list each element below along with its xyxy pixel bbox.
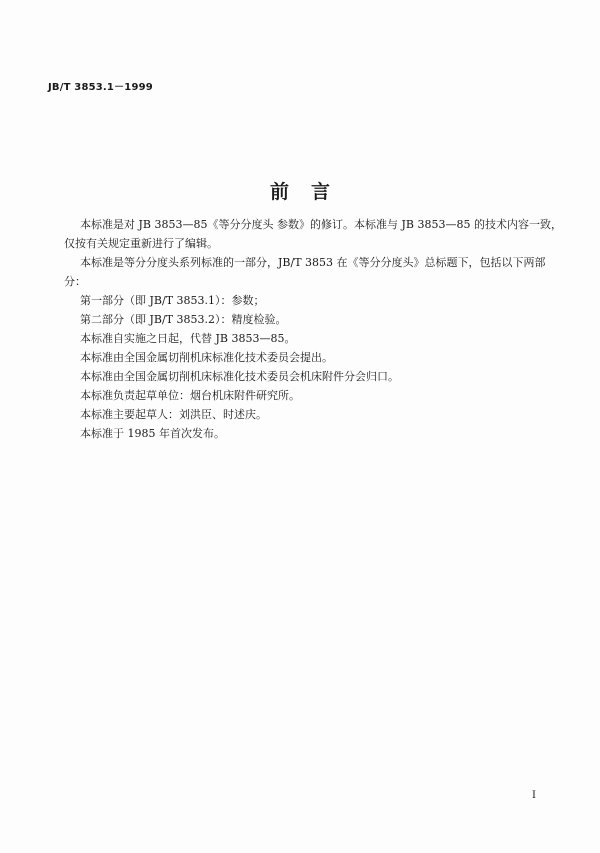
text-line: 本标准主要起草人：刘洪臣、时述庆。 (80, 408, 267, 421)
text-line: 仅按有关规定重新进行了编辑。 (64, 237, 218, 250)
text-line: 本标准负责起草单位：烟台机床附件研究所。 (80, 389, 300, 402)
paragraph-series (64, 253, 554, 291)
text-line: 本标准由全国金属切削机床标准化技术委员会提出。 (80, 351, 333, 364)
paragraph-part-two (64, 310, 554, 329)
preface-body (64, 215, 562, 443)
text-line: 分： (64, 275, 86, 288)
text-line: 第一部分（即 JB/T 3853.1）：参数； (80, 294, 265, 307)
paragraph-drafters (64, 405, 554, 424)
text-line: 本标准是等分分度头系列标准的一部分，JB/T 3853 在《等分分度头》总标题下，包括以下两部 (80, 256, 546, 269)
paragraph-revision (64, 215, 562, 253)
standard-number: JB/T 3853.1－1999 (48, 82, 153, 93)
page-title: 前言 (269, 181, 352, 203)
text-line: 第二部分（即 JB/T 3853.2）：精度检验。 (80, 313, 287, 326)
text-line: 本标准于 1985 年首次发布。 (80, 427, 225, 440)
text-line: 本标准自实施之日起，代替 JB 3853—85。 (80, 332, 296, 345)
text-line: 本标准由全国金属切削机床标准化技术委员会机床附件分会归口。 (80, 370, 399, 383)
paragraph-part-one (64, 291, 554, 310)
paragraph-managed-by (64, 367, 554, 386)
text-line: 本标准是对 JB 3853—85《等分分度头 参数》的修订。本标准与 JB 3853—85 的技术内容一致， (80, 218, 562, 231)
paragraph-proposed-by (64, 348, 554, 367)
paragraph-replaces (64, 329, 554, 348)
page-number: I (532, 790, 536, 801)
paragraph-first-published (64, 424, 554, 443)
paragraph-drafting-unit (64, 386, 554, 405)
